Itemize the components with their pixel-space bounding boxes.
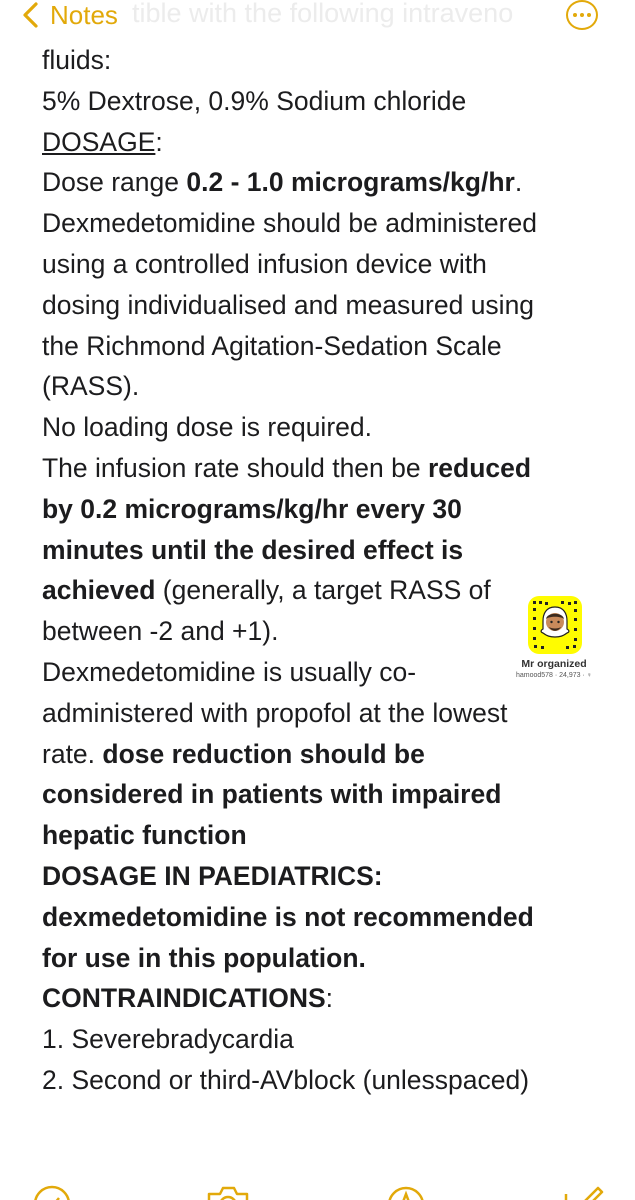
note-line: dosing individualised and measured using bbox=[42, 289, 535, 320]
note-line: dexmedetomidine is not recommended bbox=[42, 901, 534, 932]
note-line: hepatic function bbox=[42, 820, 247, 851]
note-line: 1. Severebradycardia bbox=[42, 1024, 294, 1055]
note-line: No loading dose is required. bbox=[42, 412, 372, 443]
back-button[interactable] bbox=[20, 0, 118, 30]
markup-icon bbox=[384, 1184, 428, 1200]
bottom-toolbar bbox=[0, 1180, 635, 1200]
note-text: : bbox=[325, 983, 334, 1014]
note-line bbox=[42, 978, 607, 1019]
snapcode-handle: hamood578 · 24,973 · ♀ bbox=[515, 672, 593, 679]
note-line: Dexmedetomidine is usually co- bbox=[42, 656, 417, 687]
note-line: Dexmedetomidine should be administered bbox=[42, 208, 537, 239]
note-text: : bbox=[155, 126, 163, 157]
dose-range: 0.2 - 1.0 micrograms/kg/hr bbox=[186, 167, 515, 198]
note-line bbox=[42, 734, 607, 775]
note-body[interactable] bbox=[42, 40, 607, 1101]
note-bold-text: achieved bbox=[42, 575, 156, 606]
snapcode-avatar-icon bbox=[531, 599, 579, 651]
compose-icon bbox=[560, 1184, 604, 1200]
dosage-heading: DOSAGE bbox=[42, 126, 156, 157]
note-line: (RASS). bbox=[42, 371, 140, 402]
chevron-left-icon bbox=[20, 1, 40, 29]
ellipsis-dot bbox=[580, 13, 584, 17]
snapcode bbox=[528, 596, 582, 654]
note-line: using a controlled infusion device with bbox=[42, 248, 487, 279]
note-text: Dose range bbox=[42, 167, 187, 198]
scrolled-text-ghost: tible with the following intraveno bbox=[132, 0, 514, 28]
note-line: administered with propofol at the lowest bbox=[42, 697, 508, 728]
ellipsis-circle-icon bbox=[573, 13, 577, 17]
note-line: for use in this population. bbox=[42, 942, 366, 973]
note-line: between -2 and +1). bbox=[42, 616, 279, 647]
camera-button[interactable] bbox=[206, 1184, 250, 1200]
note-bold-text: reduced bbox=[427, 452, 532, 483]
contraindications-heading: CONTRAINDICATIONS bbox=[42, 983, 326, 1014]
ellipsis-dot bbox=[587, 13, 591, 17]
note-text: The infusion rate should then be bbox=[42, 452, 428, 483]
checklist-icon bbox=[30, 1184, 74, 1200]
paediatrics-heading: DOSAGE IN PAEDIATRICS: bbox=[42, 860, 383, 891]
note-text: rate. bbox=[42, 738, 103, 769]
back-label: Notes bbox=[50, 0, 118, 30]
note-line: minutes until the desired effect is bbox=[42, 534, 464, 565]
note-bold-text: dose reduction should be bbox=[102, 738, 425, 769]
note-line bbox=[42, 122, 607, 163]
checklist-button[interactable] bbox=[30, 1184, 74, 1200]
camera-icon bbox=[206, 1184, 250, 1200]
note-text: . bbox=[514, 167, 523, 198]
compose-button[interactable] bbox=[560, 1184, 604, 1200]
more-button[interactable] bbox=[566, 0, 598, 30]
note-line: 5% Dextrose, 0.9% Sodium chloride bbox=[42, 85, 467, 116]
note-line: by 0.2 micrograms/kg/hr every 30 bbox=[42, 493, 462, 524]
note-line: fluids: bbox=[42, 45, 112, 75]
note-line: considered in patients with impaired bbox=[42, 779, 502, 810]
note-line bbox=[42, 448, 607, 489]
nav-header bbox=[0, 0, 635, 40]
note-text: (generally, a target RASS of bbox=[155, 575, 491, 606]
note-line bbox=[42, 162, 607, 203]
markup-button[interactable] bbox=[384, 1184, 428, 1200]
note-line: the Richmond Agitation-Sedation Scale bbox=[42, 330, 502, 361]
snapcode-sticker bbox=[510, 596, 598, 684]
snapcode-name: Mr organized bbox=[521, 658, 587, 670]
note-line: 2. Second or third-AVblock (unlesspaced) bbox=[42, 1064, 530, 1095]
